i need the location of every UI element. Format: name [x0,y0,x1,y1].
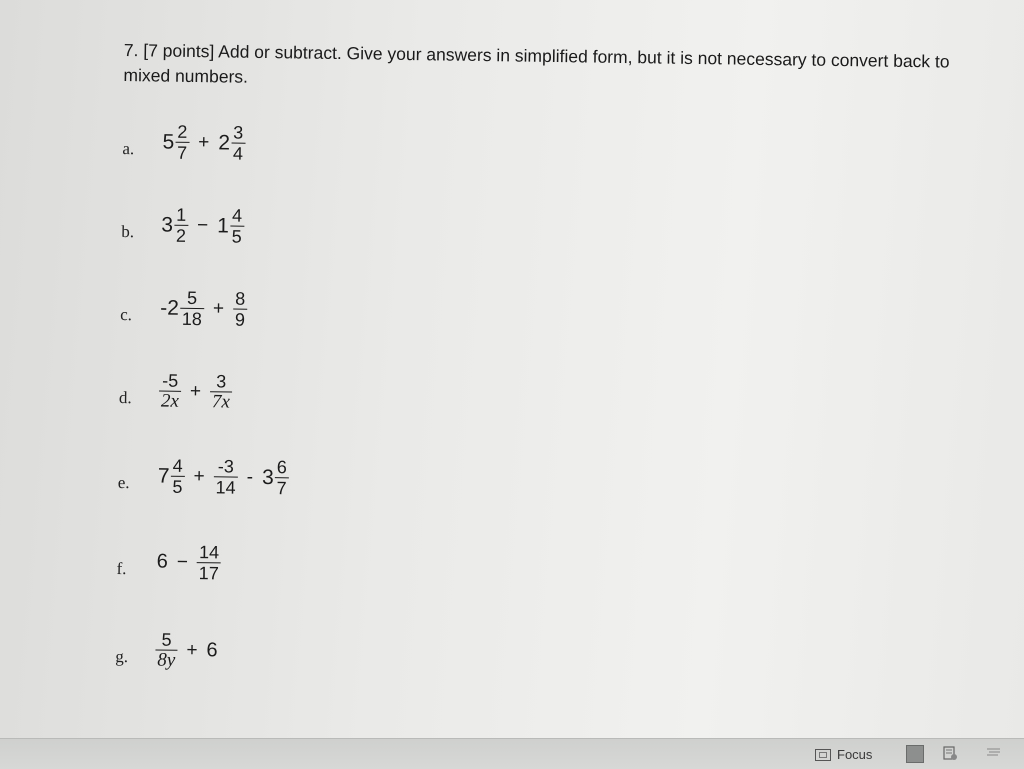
question-block [115,38,954,671]
question-number: 7. [123,39,139,61]
print-layout-icon[interactable] [942,745,958,761]
problem-c: c. -2 $\frac{5}{18}$ + $\frac{8}{9}$ [120,287,246,330]
expression-b: 3 $\frac{1}{2}$ − 1 $\frac{4}{5}$ [161,204,243,247]
expression-g: $\frac{5}{8y}$ + 6 [157,629,218,671]
question-text: Add or subtract. Give your answers in simplified form, but it is not necessary to convert back to mixed numbers. [123,41,950,87]
status-bar [0,738,1024,769]
focus-icon [815,749,831,761]
expression-a: 5 $\frac{2}{7}$ + 2 $\frac{3}{4}$ [162,121,244,164]
problem-b: b. 3 $\frac{1}{2}$ − 1 $\frac{4}{5}$ [121,204,243,247]
problem-e: e. 7 $\frac{4}{5}$ + $\frac{-3}{14}$ - 3 $\frac{6}{7}$ [117,455,288,499]
expression-f: 6 − $\frac{14}{17}$ [156,542,220,584]
problem-a: a. 5 $\frac{2}{7}$ + 2 $\frac{3}{4}$ [122,121,244,164]
problem-g: g. $\frac{5}{8y}$ + 6 [115,629,218,671]
expression-e: 7 $\frac{4}{5}$ + $\frac{-3}{14}$ - 3 $\frac{6}{7}$ [157,455,288,499]
question-points: [7 points] [143,40,215,62]
expression-c: -2 $\frac{5}{18}$ + $\frac{8}{9}$ [160,287,246,330]
focus-button[interactable] [815,747,872,762]
focus-label: Focus [837,747,873,762]
problem-d: d. $\frac{-5}{2x}$ + $\frac{3}{7x}$ [118,385,119,445]
web-layout-icon[interactable] [986,745,1002,761]
expression-d: $\frac{-5}{2x}$ + $\frac{3}{7x}$ [160,370,231,413]
read-mode-icon[interactable] [906,745,924,763]
problem-f: f. 6 − $\frac{14}{17}$ [116,542,220,584]
